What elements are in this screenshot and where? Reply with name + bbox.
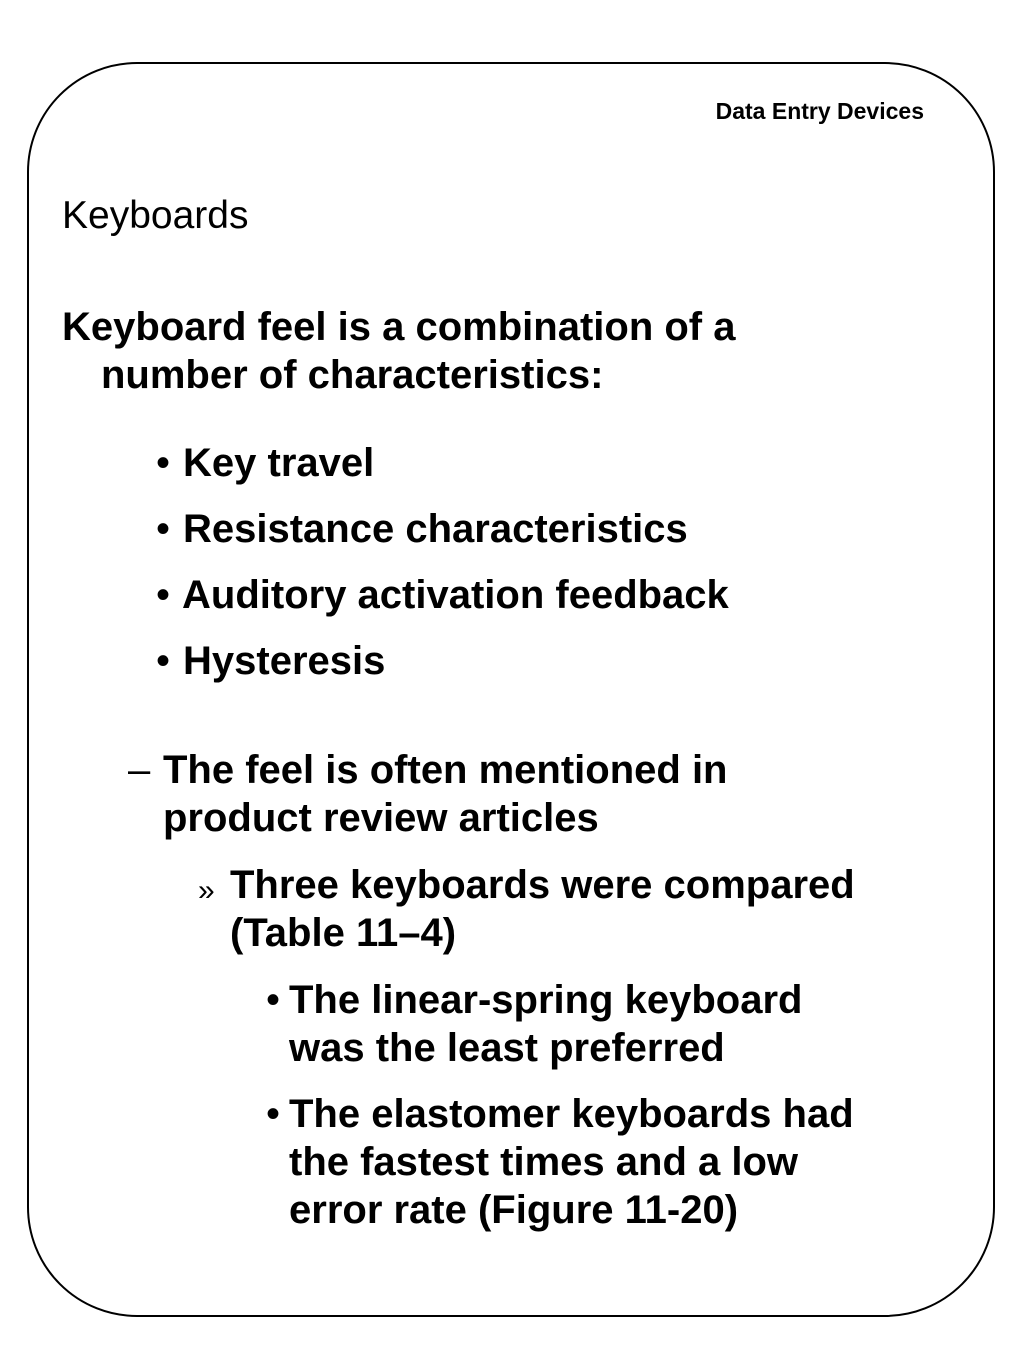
section-title: Keyboards <box>62 194 249 237</box>
slide-header: Data Entry Devices <box>715 98 924 124</box>
bullet-marker: • <box>156 507 171 551</box>
sub-sub-point-line-2: (Table 11–4) <box>230 911 457 955</box>
finding-line-2: was the least preferred <box>289 1026 725 1070</box>
lead-statement <box>62 303 942 399</box>
bullet-marker: • <box>266 978 281 1022</box>
characteristic-label: Resistance characteristics <box>183 507 688 551</box>
sub-point-line-2: product review articles <box>163 796 599 840</box>
characteristic-label: Hysteresis <box>183 639 386 683</box>
double-chevron-marker: » <box>198 874 215 907</box>
sub-sub-point-line-1: Three keyboards were compared <box>230 863 855 907</box>
lead-line-1: Keyboard feel is a combination of a <box>62 305 736 349</box>
lead-line-2: number of characteristics: <box>101 353 604 397</box>
characteristic-label: Key travel <box>183 441 375 485</box>
bullet-marker: • <box>156 441 171 485</box>
dash-marker: – <box>128 748 151 792</box>
bullet-marker: • <box>156 639 171 683</box>
bullet-marker: • <box>156 573 171 617</box>
sub-point-line-1: The feel is often mentioned in <box>163 748 728 792</box>
finding-line-2: the fastest times and a low <box>289 1140 799 1184</box>
bullet-marker: • <box>266 1092 281 1136</box>
finding-line-1: The linear-spring keyboard <box>289 978 803 1022</box>
finding-line-3: error rate (Figure 11-20) <box>289 1188 739 1232</box>
finding-line-1: The elastomer keyboards had <box>289 1092 854 1136</box>
characteristic-label: Auditory activation feedback <box>182 573 729 617</box>
